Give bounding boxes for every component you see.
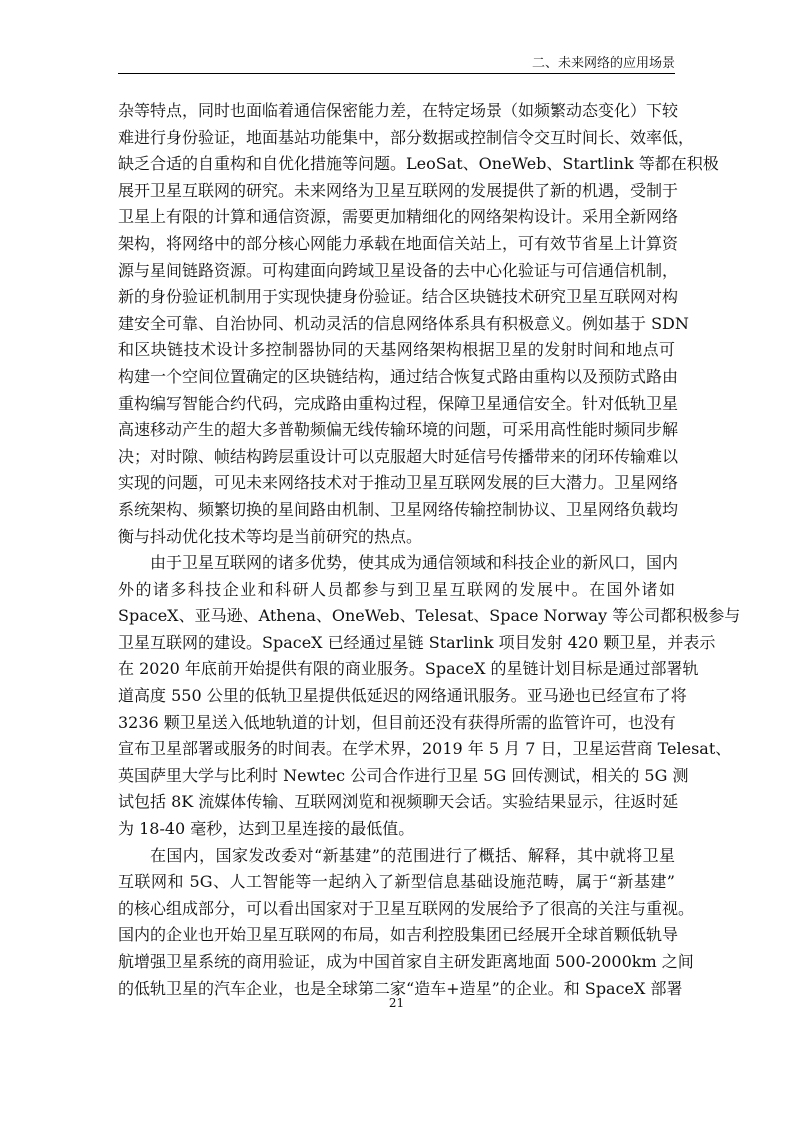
body-text [118,98,741,1002]
paragraph [118,550,741,843]
text-line: 构建一个空间位置确定的区块链结构，通过结合恢复式路由重构以及预防式路由 [118,366,679,386]
text-line: 重构编写智能合约代码，完成路由重构过程，保障卫星通信安全。针对低轨卫星 [118,393,679,413]
text-line: SpaceX、亚马逊、Athena、OneWeb、Telesat、Space Norway 等公司都积极参与 [118,606,741,626]
text-line: 难进行身份验证，地面基站功能集中，部分数据或控制信令交互时间长、效率低， [118,127,695,147]
text-line: 互联网和 5G、人工智能等一起纳入了新型信息基础设施范畴，属于“新基建” [118,872,675,892]
text-line: 的核心组成部分，可以看出国家对于卫星互联网的发展给予了很高的关注与重视。 [118,898,695,918]
text-line: 在 2020 年底前开始提供有限的商业服务。SpaceX 的星链计划目标是通过部署轨 [118,659,699,679]
text-line: 航增强卫星系统的商用验证，成为中国首家自主研发距离地面 500-2000km 之间 [118,952,694,971]
text-line: 试包括 8K 流媒体传输、互联网浏览和视频聊天会话。实验结果显示，往返时延 [118,792,679,812]
text-line: 在国内，国家发改委对“新基建”的范围进行了概括、解释，其中就将卫星 [150,845,675,865]
text-line: 国内的企业也开始卫星互联网的布局，如吉利控股集团已经展开全球首颗低轨导 [118,925,679,945]
text-line: 系统架构、频繁切换的星间路由机制、卫星网络传输控制协议、卫星网络负载均 [118,499,679,519]
text-line: 外的诸多科技企业和科研人员都参与到卫星互联网的发展中。在国外诸如 [118,579,675,599]
text-line: 杂等特点，同时也面临着通信保密能力差，在特定场景（如频繁动态变化）下较 [118,101,679,120]
paragraph [118,98,719,550]
text-line: 卫星上有限的计算和通信资源，需要更加精细化的网络架构设计。采用全新网络 [118,207,679,227]
text-line: 高速移动产生的超大多普勒频偏无线传输环境的问题，可采用高性能时频同步解 [118,420,679,440]
running-header: 二、未来网络的应用场景 [531,56,675,71]
text-line: 展开卫星互联网的研究。未来网络为卫星互联网的发展提供了新的机遇，受制于 [118,180,679,200]
header-rule [118,73,675,74]
text-line: 源与星间链路资源。可构建面向跨域卫星设备的去中心化验证与可信通信机制， [118,260,679,280]
text-line: 3236 颗卫星送入低地轨道的计划，但目前还没有获得所需的监管许可，也没有 [118,712,676,732]
text-line: 由于卫星互联网的诸多优势，使其成为通信领域和科技企业的新风口，国内 [150,553,679,573]
text-line: 缺乏合适的自重构和自优化措施等问题。LeoSat、OneWeb、Startlink 等都在积极 [118,154,719,174]
text-line: 的低轨卫星的汽车企业，也是全球第二家“造车+造星”的企业。和 SpaceX 部署 [118,978,683,998]
text-line: 卫星互联网的建设。SpaceX 已经通过星链 Starlink 项目发射 420 颗卫星，并表示 [118,632,716,652]
text-line: 英国萨里大学与比利时 Newtec 公司合作进行卫星 5G 回传测试，相关的 5G 测 [118,765,689,785]
text-line: 宣布卫星部署或服务的时间表。在学术界，2019 年 5 月 7 日，卫星运营商 Telesat、 [118,739,732,759]
text-line: 建安全可靠、自治协同、机动灵活的信息网络体系具有积极意义。例如基于 SDN [118,313,689,333]
text-line: 和区块链技术设计多控制器协同的天基网络架构根据卫星的发射时间和地点可 [118,340,675,360]
page-number: 21 [388,996,405,1010]
paragraph [118,843,695,1003]
text-line: 决；对时隙、帧结构跨层重设计可以克服超大时延信号传播带来的闭环传输难以 [118,446,679,466]
text-line: 实现的问题，可见未来网络技术对于推动卫星互联网发展的巨大潜力。卫星网络 [118,473,679,493]
text-line: 衡与抖动优化技术等均是当前研究的热点。 [118,526,423,546]
text-line: 新的身份验证机制用于实现快捷身份验证。结合区块链技术研究卫星互联网对构 [118,287,679,307]
text-line: 道高度 550 公里的低轨卫星提供低延迟的网络通讯服务。亚马逊也已经宣布了将 [118,686,687,706]
text-line: 架构，将网络中的部分核心网能力承载在地面信关站上，可有效节省星上计算资 [118,233,679,253]
text-line: 为 18-40 毫秒，达到卫星连接的最低值。 [118,819,415,839]
